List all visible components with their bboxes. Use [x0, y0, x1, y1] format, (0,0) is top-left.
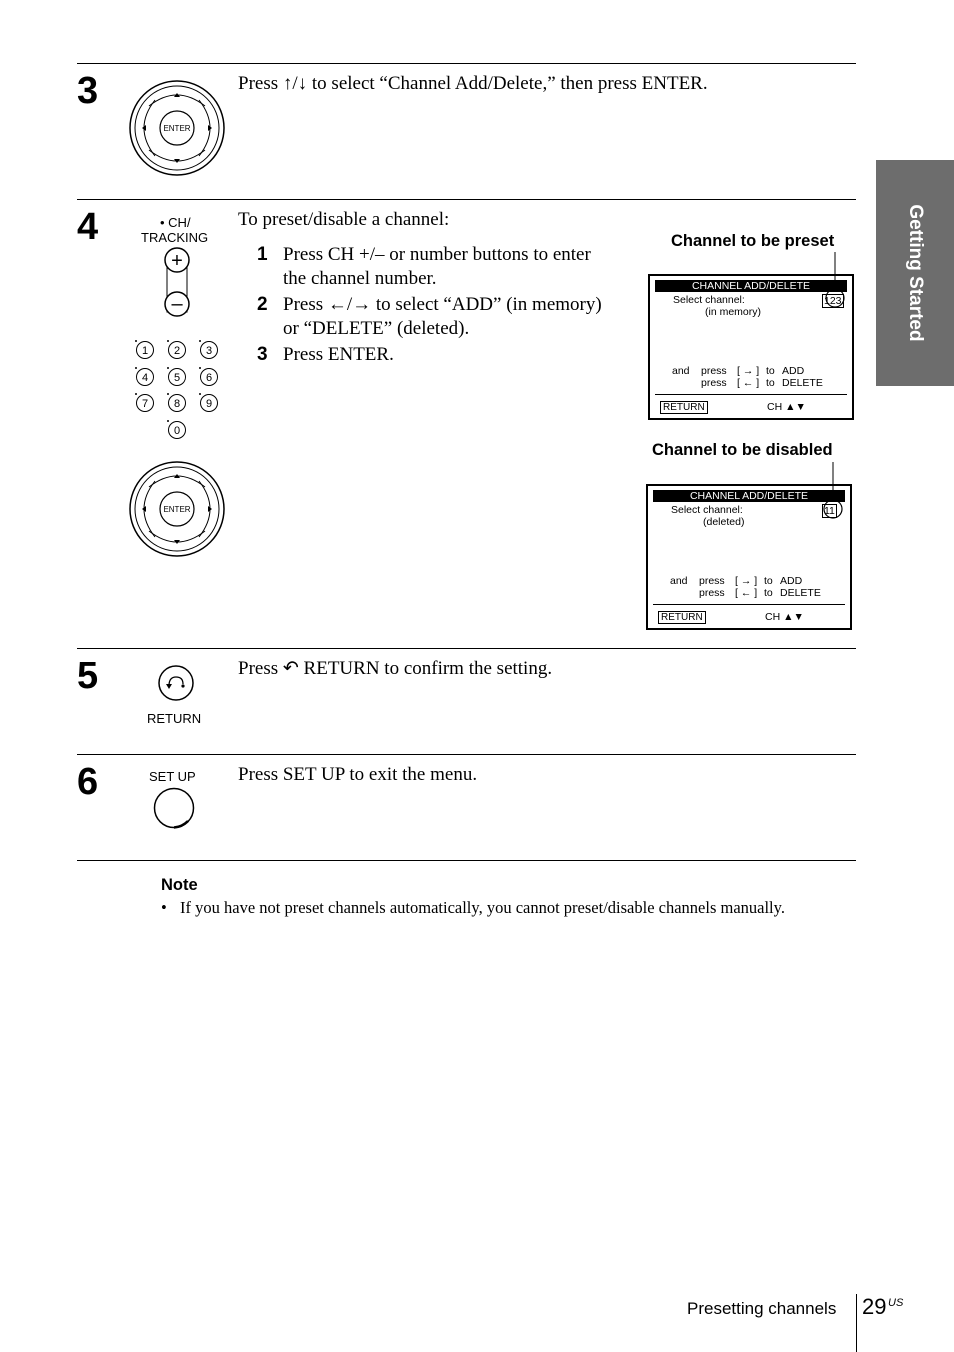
step-6-instruction: Press SET UP to exit the menu.	[238, 764, 478, 785]
setup-label: SET UP	[149, 769, 196, 784]
osd-delete: DELETE	[782, 377, 823, 389]
osd-to: to	[764, 587, 773, 599]
svg-text:2: 2	[173, 345, 181, 357]
svg-text:4: 4	[141, 372, 149, 384]
step-number: 6	[77, 761, 99, 803]
osd-ch: CH ▲▼	[767, 401, 806, 413]
page-number: 29	[862, 1294, 887, 1319]
osd-press: press	[699, 587, 725, 599]
substep-text: the channel number.	[283, 268, 437, 289]
substep-number: 2	[257, 294, 268, 315]
osd-select-label: Select channel:	[673, 294, 745, 306]
step-number: 3	[77, 70, 99, 112]
osd-to: to	[766, 365, 775, 377]
return-label: RETURN	[147, 711, 202, 726]
substep-text: or “DELETE” (deleted).	[283, 318, 470, 339]
osd-press: press	[701, 365, 727, 377]
substep-number: 1	[257, 244, 268, 265]
svg-text:1: 1	[141, 345, 149, 357]
osd-press: press	[701, 377, 727, 389]
osd-add: ADD	[780, 575, 803, 587]
side-tab-label: Getting Started	[905, 204, 926, 342]
footer-divider	[856, 1294, 857, 1352]
footer-section-title: Presetting channels	[687, 1299, 837, 1318]
osd-delete: DELETE	[780, 587, 821, 599]
svg-text:8: 8	[173, 398, 181, 410]
screen-caption: Channel to be preset	[671, 232, 835, 250]
ch-tracking-label: • CH/	[160, 215, 191, 230]
substep-text: Press CH +/– or number buttons to enter	[283, 244, 591, 265]
osd-right-key: [ → ]	[737, 365, 760, 377]
screen-caption: Channel to be disabled	[652, 441, 833, 459]
osd-select-label: Select channel:	[671, 504, 743, 516]
svg-text:6: 6	[205, 372, 213, 384]
osd-divider	[653, 604, 845, 605]
step-4-intro: To preset/disable a channel:	[238, 209, 450, 230]
osd-right-key: [ → ]	[735, 575, 758, 587]
ch-tracking-label: TRACKING	[141, 230, 209, 245]
osd-left-key: [ ← ]	[737, 377, 760, 389]
osd-press: press	[699, 575, 725, 587]
page-suffix: US	[888, 1297, 904, 1309]
osd-channel: 123	[824, 295, 842, 307]
number-keys-icon	[134, 339, 224, 443]
callout-pointer	[820, 250, 850, 312]
ch-plus-minus-icon	[160, 246, 194, 322]
svg-text:7: 7	[141, 398, 149, 410]
step-5-instruction: Press ↶ RETURN to confirm the setting.	[238, 658, 553, 679]
note-text: If you have not preset channels automatically, you cannot preset/disable channels manually.	[180, 898, 785, 917]
setup-button-icon	[152, 786, 196, 830]
divider	[77, 63, 856, 64]
substep-text: Press ENTER.	[283, 344, 394, 365]
osd-divider	[655, 394, 847, 395]
osd-state: (in memory)	[705, 306, 762, 318]
enter-dpad-icon	[127, 78, 227, 178]
osd-and: and	[670, 575, 688, 587]
osd-left-key: [ ← ]	[735, 587, 758, 599]
substep-text: Press ←/→ to select “ADD” (in memory)	[283, 294, 602, 315]
osd-state: (deleted)	[703, 516, 745, 528]
callout-pointer	[818, 462, 848, 522]
osd-to: to	[764, 575, 773, 587]
note-bullet: •	[161, 898, 167, 917]
substep-number: 3	[257, 344, 268, 365]
divider	[77, 860, 856, 861]
osd-and: and	[672, 365, 690, 377]
osd-ch: CH ▲▼	[765, 611, 804, 623]
svg-text:9: 9	[205, 398, 213, 410]
osd-title: CHANNEL ADD/DELETE	[653, 490, 845, 502]
step-number: 4	[77, 206, 99, 248]
osd-channel: 11	[824, 505, 835, 517]
divider	[77, 199, 856, 200]
osd-add: ADD	[782, 365, 805, 377]
enter-label: ENTER	[163, 124, 191, 133]
divider	[77, 648, 856, 649]
osd-title: CHANNEL ADD/DELETE	[655, 280, 847, 292]
svg-text:5: 5	[173, 372, 181, 384]
return-button-icon	[157, 664, 195, 702]
svg-text:3: 3	[205, 345, 213, 357]
section-side-tab	[876, 160, 954, 386]
svg-text:0: 0	[173, 425, 181, 437]
osd-return: RETURN	[660, 401, 708, 414]
enter-dpad-icon	[127, 459, 227, 559]
plus-symbol: +	[171, 250, 183, 272]
note-heading: Note	[161, 876, 198, 894]
osd-to: to	[766, 377, 775, 389]
step-3-instruction: Press ↑/↓ to select “Channel Add/Delete,” then press ENTER.	[238, 73, 708, 94]
osd-return: RETURN	[658, 611, 706, 624]
minus-symbol: –	[171, 293, 183, 315]
divider	[77, 754, 856, 755]
enter-label: ENTER	[163, 505, 191, 514]
step-number: 5	[77, 655, 99, 697]
